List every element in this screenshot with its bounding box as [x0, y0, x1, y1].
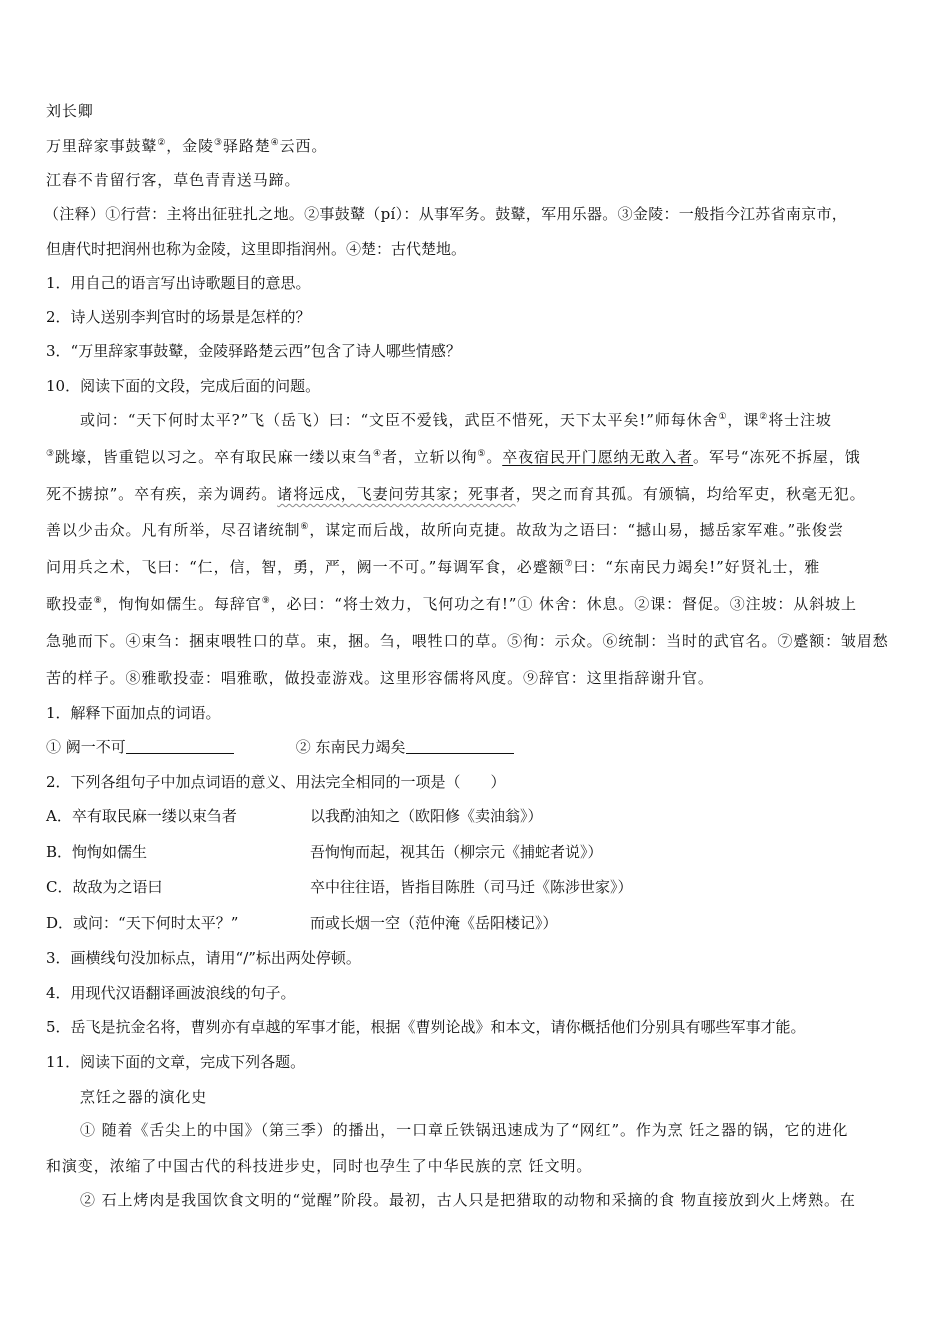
answer-blank-2[interactable] [406, 738, 514, 754]
poem-author: 刘长卿 [46, 102, 94, 120]
q10-question-1: 1．解释下面加点的词语。 [46, 704, 221, 722]
underlined-sentence: 卒夜宿民开门愿纳无敢入者 [502, 448, 694, 466]
poem-question-1: 1．用自己的语言写出诗歌题目的意思。 [46, 274, 311, 292]
option-d: D．或问：“天下何时太平？” 而或长烟一空（范仲淹《岳阳楼记》） [46, 914, 558, 932]
passage-line-6: 歌投壶⑧，恂恂如儒生。每辞官⑨，必曰：“将士效力，飞何功之有!”① 休舍：休息。②课：督促。③注坡：从斜坡上 [46, 595, 857, 613]
passage-line-4: 善以少击众。凡有所举，尽召诸统制⑥，谋定而后战，故所向克捷。故敌为之语曰：“撼山易，撼岳家军难。”张俊尝 [46, 521, 844, 539]
passage-line-1: 或问：“天下何时太平?”飞（岳飞）曰：“文臣不爱钱，武臣不惜死，天下太平矣!”师每休舍①，课②将士注坡 [80, 411, 832, 429]
poem-notes-2: 但唐代时把润州也称为金陵，这里即指润州。④楚：古代楚地。 [46, 240, 467, 258]
passage-notes-line-7: 急驰而下。④束刍：捆束喂牲口的草。束，捆。刍，喂牲口的草。⑤徇：示众。⑥统制：当时的武官名。⑦蹙额：皱眉愁 [46, 632, 889, 650]
passage-line-5: 问用兵之术，飞曰：“仁，信，智，勇，严，阙一不可。”每调军食，必蹙额⑦曰：“东南民力竭矣!”好贤礼士，雅 [46, 558, 821, 576]
poem-line-1: 万里辞家事鼓鼙②，金陵③驿路楚④云西。 [46, 137, 328, 155]
q10-question-1-items: ① 阙一不可 ② 东南民力竭矣 [46, 737, 514, 757]
poem-notes-1: （注释）①行营：主将出征驻扎之地。②事鼓鼙（pí）：从事军务。鼓鼙，军用乐器。③金陵：一般指今江苏省南京市， [44, 205, 848, 223]
wavy-underlined-sentence: 诸将远戍，飞妻问劳其家；死事者 [277, 485, 516, 503]
q10-heading: 10．阅读下面的文段，完成后面的问题。 [46, 377, 321, 395]
q10-question-2: 2．下列各组句子中加点词语的意义、用法完全相同的一项是（ ） [46, 773, 506, 791]
q10-question-3: 3．画横线句没加标点，请用“/”标出两处停顿。 [46, 949, 361, 967]
option-c: C．故敌为之语曰 卒中往往语，皆指目陈胜（司马迁《陈涉世家》） [46, 878, 633, 896]
article-p1-line-2: 和演变，浓缩了中国古代的科技进步史，同时也孕生了中华民族的烹 饪文明。 [46, 1157, 593, 1175]
passage-notes-line-8: 苦的样子。⑧雅歌投壶：唱雅歌，做投壶游戏。这里形容儒将风度。⑨辞官：这里指辞谢升官。 [46, 669, 714, 687]
article-title: 烹饪之器的演化史 [80, 1088, 208, 1106]
q10-question-5: 5．岳飞是抗金名将，曹刿亦有卓越的军事才能，根据《曹刿论战》和本文，请你概括他们分别具有哪些军事才能。 [46, 1018, 806, 1036]
poem-question-2: 2．诗人送别李判官时的场景是怎样的？ [46, 308, 311, 326]
poem-line-2: 江春不肯留行客，草色青青送马蹄。 [46, 171, 301, 189]
option-a: A．卒有取民麻一缕以束刍者 以我酌油知之（欧阳修《卖油翁》） [46, 807, 543, 825]
q11-heading: 11．阅读下面的文章，完成下列各题。 [46, 1053, 306, 1071]
article-p1-line-1: ① 随着《舌尖上的中国》（第三季）的播出，一口章丘铁锅迅速成为了“网红”。作为烹 饪之器的锅，它的进化 [80, 1121, 849, 1139]
article-p2-line-1: ② 石上烤肉是我国饮食文明的“觉醒”阶段。最初，古人只是把猎取的动物和采摘的食 物直接放到火上烤熟。在 [80, 1191, 856, 1209]
poem-question-3: 3．“万里辞家事鼓鼙，金陵驿路楚云西”包含了诗人哪些情感？ [46, 342, 461, 360]
option-b: B．恂恂如儒生 吾恂恂而起，视其缶（柳宗元《捕蛇者说》） [46, 843, 603, 861]
q10-question-4: 4．用现代汉语翻译画波浪线的句子。 [46, 984, 296, 1002]
passage-line-3: 死不掳掠”。卒有疾，亲为调药。诸将远戍，飞妻问劳其家；死事者，哭之而育其孤。有颁犒，均给军吏，秋毫无犯。 [46, 485, 866, 503]
answer-blank-1[interactable] [126, 738, 234, 754]
passage-line-2: ③跳壕，皆重铠以习之。卒有取民麻一缕以束刍④者，立斩以徇⑤。卒夜宿民开门愿纳无敢入者。军号“冻死不拆屋，饿 [46, 448, 861, 466]
